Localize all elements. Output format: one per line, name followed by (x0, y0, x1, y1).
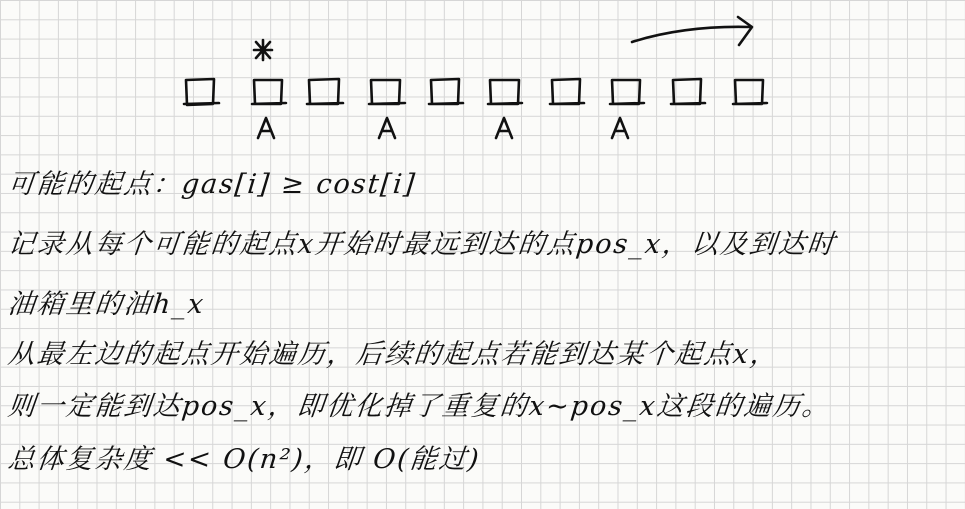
note-line-traverse-from-left: 从最左边的起点开始遍历，后续的起点若能到达某个起点x， (6, 339, 781, 370)
station-9 (671, 79, 705, 104)
direction-arrowhead (738, 17, 752, 45)
station-10 (733, 80, 767, 104)
direction-arrow (632, 27, 750, 42)
note-line-candidate-start: 可能的起点：gas[i] ≥ cost[i] (6, 169, 418, 200)
station-3 (307, 79, 343, 104)
station-6 (488, 80, 522, 104)
note-line-tank-fuel: 油箱里的油h_x (6, 289, 207, 320)
station-4 (369, 80, 405, 104)
note-line-record-farthest: 记录从每个可能的起点x开始时最远到达的点pos_x，以及到达时 (6, 229, 838, 260)
station-2 (252, 80, 286, 104)
candidate-mark-4 (379, 118, 395, 138)
station-5 (429, 79, 463, 104)
gas-station-diagram (0, 0, 965, 160)
candidate-mark-6 (496, 118, 512, 138)
candidate-mark-8 (612, 118, 628, 138)
note-line-optimization: 则一定能到达pos_x，即优化掉了重复的x~pos_x这段的遍历。 (6, 391, 833, 422)
candidate-mark-2 (258, 118, 274, 138)
station-8 (610, 80, 644, 104)
note-line-complexity: 总体复杂度 << O(n²)，即 O(能过) (6, 444, 483, 475)
start-star-icon (254, 40, 272, 60)
station-7 (550, 79, 584, 104)
station-1 (184, 79, 219, 105)
